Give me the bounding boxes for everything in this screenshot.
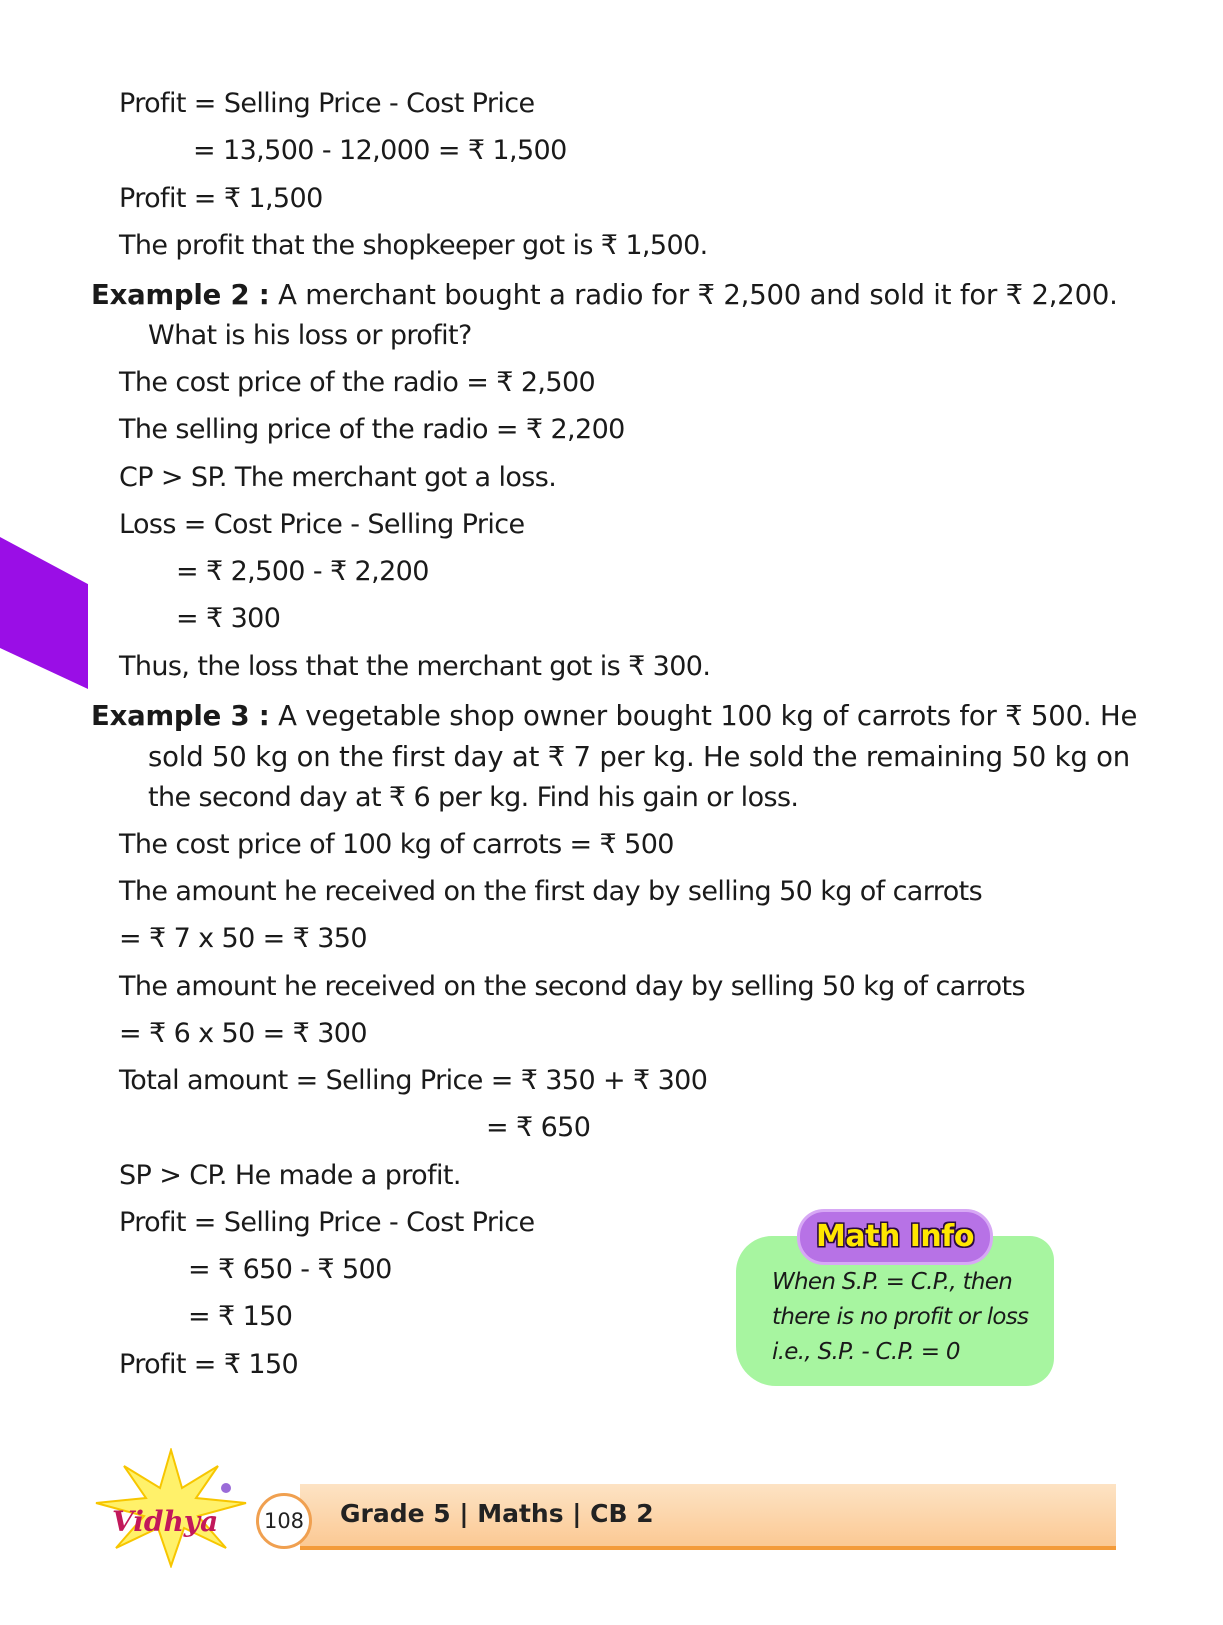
loss-formula: Loss = Cost Price - Selling Price	[119, 509, 525, 540]
footer-course-label: Grade 5 | Maths | CB 2	[340, 1499, 654, 1528]
first-day-calculation: = ₹ 7 x 50 = ₹ 350	[119, 923, 367, 954]
first-day-amount-text: The amount he received on the first day by selling 50 kg of carrots	[119, 876, 983, 907]
total-amount-calculation: Total amount = Selling Price = ₹ 350 + ₹ 300	[119, 1065, 708, 1096]
second-day-amount-text: The amount he received on the second day by selling 50 kg of carrots	[119, 971, 1025, 1002]
total-amount-result: = ₹ 650	[486, 1112, 591, 1143]
cost-price-carrots: The cost price of 100 kg of carrots = ₹ 500	[119, 829, 674, 860]
profit-calculation: = 13,500 - 12,000 = ₹ 1,500	[193, 135, 567, 166]
profit-conclusion: The profit that the shopkeeper got is ₹ 1,500.	[119, 230, 708, 261]
loss-calculation: = ₹ 2,500 - ₹ 2,200	[176, 556, 429, 587]
profit-result-2: Profit = ₹ 150	[119, 1349, 299, 1380]
example-2-label: Example 2 :	[91, 279, 270, 311]
example-3-question-cont-1: sold 50 kg on the first day at ₹ 7 per kg. He sold the remaining 50 kg on	[148, 741, 1130, 773]
profit-step-2: = ₹ 150	[188, 1301, 293, 1332]
math-info-line-3: i.e., S.P. - C.P. = 0	[772, 1339, 960, 1365]
loss-statement: CP > SP. The merchant got a loss.	[119, 462, 557, 493]
page-number: 108	[263, 1509, 305, 1533]
selling-price-radio: The selling price of the radio = ₹ 2,200	[119, 414, 625, 445]
math-info-title: Math Info	[816, 1219, 974, 1254]
profit-formula-2: Profit = Selling Price - Cost Price	[119, 1207, 535, 1238]
math-info-line-1: When S.P. = C.P., then	[772, 1269, 1013, 1295]
loss-result: = ₹ 300	[176, 603, 281, 634]
example-3-question-cont-2: the second day at ₹ 6 per kg. Find his gain or loss.	[148, 782, 799, 813]
example-3-label: Example 3 :	[91, 700, 270, 732]
example-2-text: A merchant bought a radio for ₹ 2,500 and sold it for ₹ 2,200.	[278, 279, 1118, 311]
loss-conclusion: Thus, the loss that the merchant got is ₹ 300.	[119, 651, 711, 682]
second-day-calculation: = ₹ 6 x 50 = ₹ 300	[119, 1018, 367, 1049]
profit-formula: Profit = Selling Price - Cost Price	[119, 88, 535, 119]
example-3-question	[91, 698, 1137, 734]
math-info-line-2: there is no profit or loss	[772, 1304, 1029, 1330]
purple-side-tab	[0, 537, 88, 689]
example-2-question	[91, 277, 1118, 313]
vidhya-logo-text: Vidhya	[112, 1505, 219, 1538]
example-2-question-cont: What is his loss or profit?	[148, 320, 472, 351]
profit-statement: SP > CP. He made a profit.	[119, 1160, 461, 1191]
profit-calculation-2: = ₹ 650 - ₹ 500	[188, 1254, 392, 1285]
cost-price-radio: The cost price of the radio = ₹ 2,500	[119, 367, 596, 398]
profit-result: Profit = ₹ 1,500	[119, 183, 323, 214]
example-3-text: A vegetable shop owner bought 100 kg of carrots for ₹ 500. He	[278, 700, 1138, 732]
